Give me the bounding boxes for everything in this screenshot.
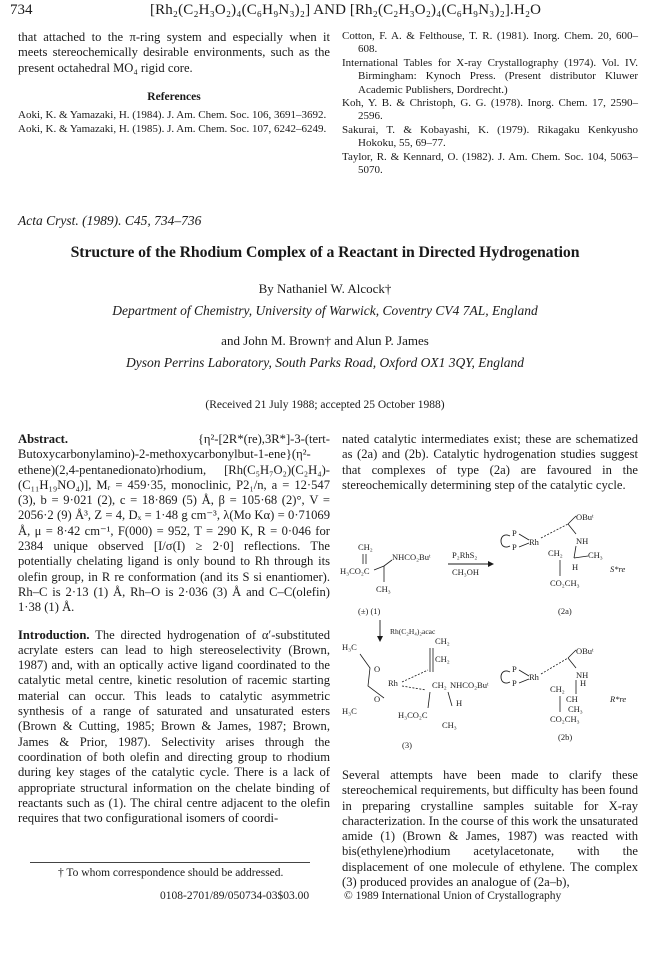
mol2a-ch3-label: CH₃ (588, 550, 603, 560)
down-arrow-reagent: Rh(C₂H₄)₂acac (390, 627, 436, 636)
descriptor-2b: R*re (610, 694, 627, 704)
mol2a-ch2-label: CH₂ (548, 548, 563, 558)
reference-item: Aoki, K. & Yamazaki, H. (1984). J. Am. Chem. Soc. 106, 3691–3692. (18, 109, 327, 122)
mol2a-co2ch3-label: CO₂CH₃ (550, 578, 580, 588)
prev-article-right (342, 30, 638, 177)
label-compound-2a: (2a) (558, 606, 572, 616)
arrow-reagent-top: P₂RhS₂ (452, 550, 478, 560)
author-line-1: By Nathaniel W. Alcock† (258, 281, 392, 296)
mol1-nhco2bu-label: NHCO₂Buᵗ (392, 552, 431, 562)
molecule-1 (340, 542, 431, 616)
mol3-ch3: CH₃ (442, 720, 457, 730)
affiliation-2: Dyson Perrins Laboratory, South Parks Road, Oxford OX1 3QY, England (125, 355, 524, 370)
affiliation-1: Department of Chemistry, University of Warwick, Coventry CV4 7AL, England (112, 303, 538, 318)
introduction (18, 628, 330, 827)
mol3-ch2-b: CH₂ (435, 654, 450, 664)
molecule-3 (342, 636, 489, 750)
mol3-h3co2c: H₃CO₂C (398, 710, 428, 720)
introduction-label: Introduction. (18, 627, 90, 642)
mol2a-h-label: H (572, 562, 579, 572)
mol2a-p-bottom: P (512, 542, 517, 552)
received-dates: (Received 21 July 1988; accepted 25 October 1988) (205, 399, 445, 411)
right-column-top-text: nated catalytic intermediates exist; these are schematized as (2a) and (2b). Catalytic hydrogenation studies suggest that complexes of type (2a) are favoured in the stereochemically determining step of the catalytic cycle. (342, 432, 638, 492)
abstract-label: Abstract. (18, 432, 69, 446)
running-header (10, 0, 635, 22)
reaction-arrow-down (377, 620, 436, 642)
mol3-nhco2bu: NHCO₂Buᵗ (450, 680, 489, 690)
mol2b-co2ch3-label: CO₂CH₃ (550, 714, 580, 724)
mol2a-nh-label: NH (576, 536, 589, 546)
molecule-2a (501, 512, 625, 616)
reaction-arrow-right (448, 550, 494, 577)
mol1-ch3-label: CH₃ (376, 584, 391, 594)
footnote: † To whom correspondence should be addressed. (58, 867, 284, 879)
reference-item: Aoki, K. & Yamazaki, H. (1985). J. Am. Chem. Soc. 107, 6242–6249. (18, 122, 327, 135)
left-column-body (18, 432, 330, 826)
reference-item: Cotton, F. A. & Felthouse, T. R. (1981). Inorg. Chem. 20, 600–608. (342, 30, 638, 56)
mol3-o-bottom: O (374, 694, 381, 704)
mol1-ch2-label: CH₂ (358, 542, 373, 552)
mol2b-p-top: P (512, 664, 517, 674)
mol2b-obu-label: OBuᵗ (576, 646, 594, 656)
mol2b-ch2-label: CH₂ (550, 684, 565, 694)
mol3-h: H (456, 698, 463, 708)
article-source: Acta Cryst. (1989). C45, 734–736 (18, 213, 202, 228)
mol2b-nh-label: NH (576, 670, 589, 680)
mol3-ch2-c: CH₂ (432, 680, 447, 690)
mol3-o-top: O (374, 664, 381, 674)
mol2b-h-label: H (580, 678, 587, 688)
footnote-rule (30, 862, 310, 863)
reference-item: International Tables for X-ray Crystallography (1974). Vol. IV. Birmingham: Kynoch Press. (Present distributor Kluwer Academic Publishers, Dordrecht.) (342, 56, 638, 96)
descriptor-2a: S*re (610, 564, 626, 574)
mol2b-p-bottom: P (512, 678, 517, 688)
label-compound-1: (±) (1) (358, 606, 381, 616)
mol1-h3co2c-label: H₃CO₂C (340, 566, 370, 576)
mol3-rh-label: Rh (388, 678, 398, 688)
mol3-h3c-top: H₃C (342, 642, 357, 652)
article-title: Structure of the Rhodium Complex of a Reactant in Directed Hydrogenation (70, 244, 580, 261)
mol3-ch2-a: CH₂ (435, 636, 450, 646)
reaction-scheme (340, 502, 640, 770)
references-heading: References (147, 90, 201, 103)
arrow-reagent-bottom: CH₃OH (452, 567, 480, 577)
abstract (18, 432, 330, 616)
mol2b-ch3-label: CH₃ (568, 704, 583, 714)
mol2b-rh-label: Rh (529, 672, 539, 682)
prev-article-left (18, 30, 330, 136)
molecule-2b (501, 646, 626, 742)
reference-item: Taylor, R. & Kennard, O. (1982). J. Am. Chem. Soc. 104, 5063–5070. (342, 150, 638, 177)
mol2b-ch-label: CH (566, 694, 578, 704)
copyright: © 1989 International Union of Crystallography (344, 890, 562, 902)
right-column-bottom-text: Several attempts have been made to clarify these stereochemical requirements, but difficulty has been found in preparing crystalline samples suitable for X-ray characterization. In the course of this work the unsaturated amide (1) (Brown & James, 1987) was reacted with bis(ethylene)rhodium acetylacetonate, with the displacement of one molecule of ethylene. The complex (3) produced provides an analogue of (2a–b), (342, 768, 638, 890)
prev-article-closing-text: that attached to the π-ring system and especially when it meets stereochemically desirable environments, such as the present octahedral MO₄ rigid core. (18, 30, 330, 75)
mol2a-p-top: P (512, 528, 517, 538)
page-number: 734 (10, 2, 33, 18)
running-title: [Rh₂(C₂H₃O₂)₄(C₆H₉N₃)₂] AND [Rh₂(C₂H₃O₂)₄(C₆H₉N₃)₂].H₂O (150, 2, 542, 18)
mol2a-rh-label: Rh (529, 537, 539, 547)
mol3-h3c-bottom: H₃C (342, 706, 357, 716)
reference-item: Koh, Y. B. & Christoph, G. G. (1978). Inorg. Chem. 17, 2590–2596. (342, 97, 638, 123)
mol2a-obu-label: OBuᵗ (576, 512, 594, 522)
label-compound-3: (3) (402, 740, 412, 750)
abstract-text: {η²-[2R*(re),3R*]-3-(tert-Butoxycarbonylamino)-2-methoxycarbonylbut-1-ene}(η²-ethene)(2,4-pentanedionato)rhodium, [Rh(C₅H₇O₂)(C₂H₄)-(C₁₁H₁₉NO₄)], Mᵣ = 459·35, monoclinic, P2₁/n, a = 12·547 (3), b = 9·021 (2), c = 18·869 (5) Å, β = 105·68 (2)°, V = 2056·2 (9) Å³, Z = 4, Dₓ = 1·48 g cm⁻³, λ(Mo Kα) = 0·71069 Å, μ = 8·42 cm⁻¹, F(000) = 952, T = 290 K, R = 0·046 for 2384 unique observed [I/σ(I) ≥ 2·0] reflections. The potentially chelating ligand is only bound to Rh through its olefin group, in R re conformation (and its S si enantiomer). Rh–C is 2·13 (1) Å, Rh–O is 2·036 (3) Å and C–C(olefin) 1·38 (1) Å. (18, 432, 330, 615)
article-code: 0108-2701/89/050734-03$03.00 (160, 890, 310, 902)
label-compound-2b: (2b) (558, 732, 573, 742)
reference-item: Sakurai, T. & Kobayashi, K. (1979). Rikagaku Kenkyusho Hokoku, 55, 69–77. (342, 123, 638, 150)
introduction-text: The directed hydrogenation of α′-substituted acrylate esters can lead to high stereoselectivity (Brown, 1987) and, with an optically active ligand coordinated to the catalytic metal centre, kinetic resolution of racemic starting material can occur. This leads to catalytic asymmetric synthesis of a range of saturated and unsaturated esters (Brown & Cutting, 1985; Brown & James, 1987; Brown, James & Prior, 1987). Selectivity arises through the coordination of both olefin and directing group to rhodium during key stages of the catalytic cycle. There is a lack of appropriate structural information on the chelate binding of reactants such as (1). The chiral centre adjacent to the olefin requires that two configurational isomers of coordi- (18, 627, 330, 826)
author-line-2: and John M. Brown† and Alun P. James (221, 333, 429, 348)
